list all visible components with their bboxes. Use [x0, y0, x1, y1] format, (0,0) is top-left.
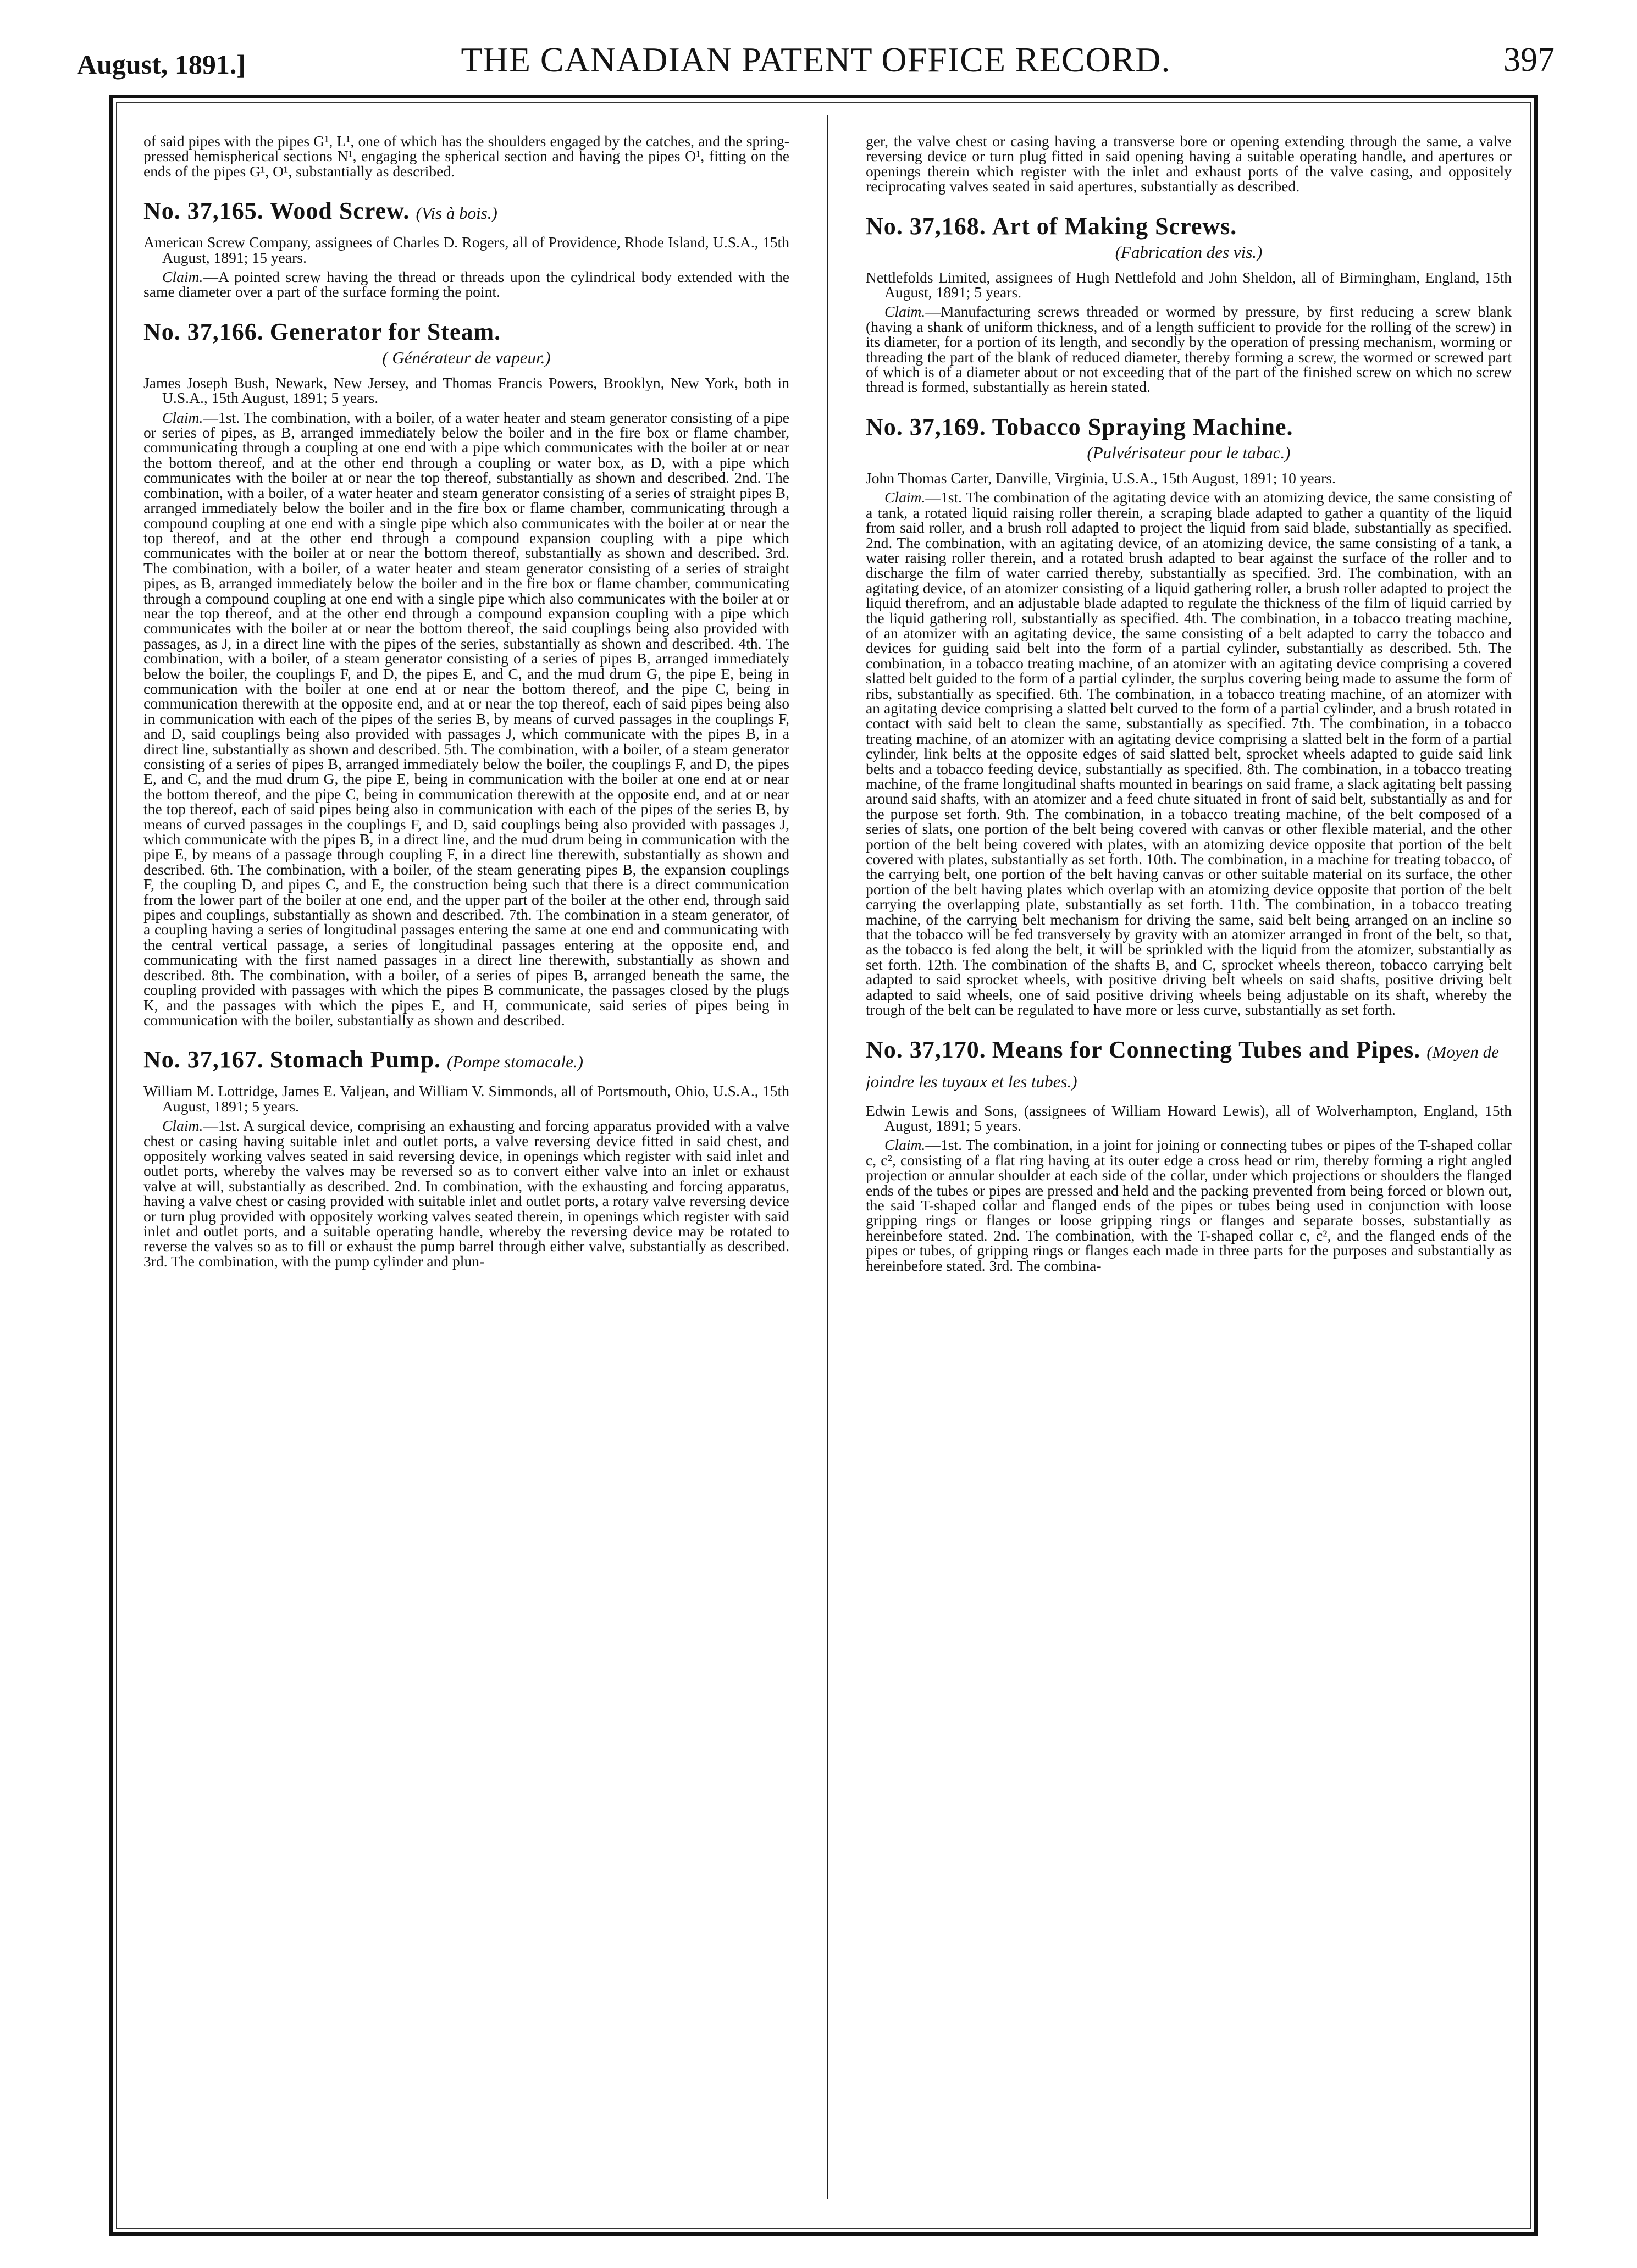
french-title: (Vis à bois.): [416, 203, 497, 223]
entry-heading: [143, 318, 789, 346]
entry-heading: [866, 1036, 1512, 1096]
entry-heading: [143, 197, 789, 227]
patent-entry: [143, 197, 789, 300]
claim-text: —1st. The combination of the agitating device with an atomizing device, the same consisting of a tank, a rotated liquid raising roller therein, a scraping blade adapted to gather a quantity of the liquid from said roller, and a brush roll adapted to project the liquid from said blade, substantially as specified. 2nd. The combination, with an agitating device, of an atomizing device, the same consisting of a tank, a water raising roller therein, and a rotated brush adapted to bear against the surface of the roller and to discharge the film of water carried thereby, substantially as specified. 3rd. The combination, with an agitating device, of an atomizer consisting of a liquid gathering roller, a brush roller adapted to project the liquid therefrom, and an adjustable blade adapted to regulate the thickness of the film of liquid carried by the liquid gathering roll, substantially as specified. 4th. The combination, in a tobacco treating machine, of an atomizer with an agitating device, the same consisting of a belt adapted to carry the tobacco and devices for guiding said belt into the form of a partial cylinder, substantially as described. 5th. The combination, in a tobacco treating machine, of an atomizer with an agitating device comprising a covered slatted belt guided to the form of a partial cylinder, the surplus covering being made to assume the form of ribs, substantially as specified. 6th. The combination, in a tobacco treating machine, of an atomizer with an agitating device comprising a slatted belt curved to the form of a partial cylinder, and a brush rotated in contact with said belt to clean the same, substantially as specified. 7th. The combination, in a tobacco treating machine, of an atomizer with an agitating device comprising a slatted belt in the form of a partial cylinder, link belts at the opposite edges of said slatted belt, sprocket wheels adapted to guide said link belts and a tobacco feeding device, substantially as specified. 8th. The combination, in a tobacco treating machine, of the frame longitudinal shafts mounted in bearings on said frame, a slack agitating belt passing around said shafts, with an atomizer and a feed chute situated in front of said belt, substantially as and for the purpose set forth. 9th. The combination, in a tobacco treating machine, of the belt composed of a series of slats, one portion of the belt being covered with canvas or other flexible material, and the other portion of the belt being covered with plates, with an atomizing device opposite that portion of the belt covered with plates, substantially as set forth. 10th. The combination, in a machine for treating tobacco, of the carrying belt, one portion of the belt having canvas or other suitable material on its surface, the other portion of the belt having plates which overlap with an atomizing device opposite that portion of the belt carrying the overlapping plate, substantially as set forth. 11th. The combination, in a tobacco treating machine, of the carrying belt mechanism for driving the same, said belt being arranged on an incline so that the tobacco will be fed transversely by gravity with an atomizer arranged in front of the belt, so that, as the tobacco is fed along the belt, it will be sprinkled with the liquid from the atomizer, substantially as set forth. 12th. The combination of the shafts B, and C, sprocket wheels thereon, tobacco carrying belt adapted to said sprocket wheels, with positive driving belt wheels on said shafts, positive driving belt adapted to said wheels, one of said positive driving wheels being adjustable on its shaft, whereby the trough of the belt can be regulated to have more or less curve, substantially as set forth.: [866, 489, 1512, 1019]
patent-number: No. 37,168.: [866, 212, 986, 240]
patent-number: No. 37,167.: [143, 1046, 264, 1074]
patent-title: Stomach Pump.: [269, 1046, 441, 1074]
claim-label: Claim.: [884, 1136, 926, 1154]
entry-heading: [866, 213, 1512, 240]
left-column: [143, 134, 789, 2217]
patent-number: No. 37,169.: [866, 413, 986, 440]
column-divider: [827, 115, 828, 2199]
french-title: (Moyen de joindre les tuyaux et les tubes.): [866, 1042, 1499, 1091]
claim-label: Claim.: [884, 303, 926, 320]
right-column: [866, 134, 1512, 2217]
patent-assignee: John Thomas Carter, Danville, Virginia, U.S.A., 15th August, 1891; 10 years.: [866, 469, 1336, 486]
claim-text: —1st. The combination, in a joint for joining or connecting tubes or pipes of the T-shaped collar c, c², consisting of a flat ring having at its outer edge a cross head or rim, thereby forming a right angled projection or annular shoulder at each side of the collar, under which projections or shoulders the flanged ends of the tubes or pipes are pressed and held and the packing prevented from being forced or blown out, the said T-shaped collar and flanged ends of the pipes or tubes being used in conjunction with loose gripping rings or flanges or loose gripping rings or flanges and separate bosses, substantially as hereinbefore stated. 2nd. The combination, with the T-shaped collar c, c², and the flanged ends of the pipes or tubes, of gripping rings or flanges each made in three parts for the purposes and substantially as hereinbefore stated. 3rd. The combina-: [866, 1136, 1512, 1274]
patent-claim: [866, 304, 1512, 394]
issue-date: August, 1891.]: [77, 49, 246, 80]
patent-entry: [866, 1036, 1512, 1273]
patent-entry: [866, 413, 1512, 1017]
entry-heading: [143, 1046, 789, 1076]
claim-text: —Manufacturing screws threaded or wormed by pressure, by first reducing a screw blank (having a shank of uniform thickness, and of a length sufficient to provide for the rolling of the screw) in its diameter, for a portion of its length, and secondly by the operation of pressing mechanism, worming or threading the part of the blank of reduced diameter, thereby forming a screw, the wormed or screwed part of which is of a diameter about or not exceeding that of the part of the finished screw on which no screw thread is formed, substantially as herein stated.: [866, 303, 1512, 396]
patent-claim: [143, 410, 789, 1028]
claim-text: —A pointed screw having the thread or threads upon the cylindrical body extended with the same diameter over a part of the surface forming the point.: [143, 268, 789, 301]
claim-label: Claim.: [162, 408, 203, 426]
claim-text: —1st. A surgical device, comprising an exhausting and forcing apparatus provided with a valve chest or casing having suitable inlet and outlet ports, a valve reversing device fitted in said chest, and oppositely working valves seated in said reversing device, in openings which register with said inlet and outlet ports, whereby the valves may be reversed so as to convert either valve into an inlet or exhaust valve at will, substantially as described. 2nd. In combination, with the exhausting and forcing apparatus, having a valve chest or casing provided with suitable inlet and outlet ports, a rotary valve reversing device or turn plug provided with oppositely working valves seated therein, in openings which register with said inlet and outlet ports, and a suitable operating handle, whereby the reversing device may be rotated to reverse the valves so as to fill or exhaust the pump barrel through either valve, substantially as described. 3rd. The combination, with the pump cylinder and plun-: [143, 1117, 789, 1270]
publication-title: THE CANADIAN PATENT OFFICE RECORD.: [461, 40, 1171, 79]
patent-assignee: William M. Lottridge, James E. Valjean, and William V. Simmonds, all of Portsmouth, Ohio, U.S.A., 15th August, 1891; 5 years.: [143, 1082, 789, 1115]
patent-claim: [866, 490, 1512, 1017]
patent-number: No. 37,165.: [143, 197, 264, 225]
entry-heading: [866, 413, 1512, 441]
patent-assignee: James Joseph Bush, Newark, New Jersey, and Thomas Francis Powers, Brooklyn, New York, both in U.S.A., 15th August, 1891; 5 years.: [143, 374, 789, 407]
patent-entry: [143, 318, 789, 1027]
claim-label: Claim.: [884, 489, 926, 506]
patent-number: No. 37,170.: [866, 1036, 986, 1063]
patent-entry: [866, 213, 1512, 395]
patent-title: Wood Screw.: [269, 197, 410, 225]
patent-entry: [143, 1046, 789, 1269]
patent-number: No. 37,166.: [143, 318, 264, 345]
french-title: (Pulvérisateur pour le tabac.): [1087, 442, 1291, 462]
patent-title: Tobacco Spraying Machine.: [992, 413, 1293, 440]
patent-title: Generator for Steam.: [269, 318, 501, 345]
french-title: (Fabrication des vis.): [1115, 242, 1263, 262]
claim-label: Claim.: [162, 1117, 203, 1135]
patent-assignee: Nettlefolds Limited, assignees of Hugh Nettlefold and John Sheldon, all of Birmingham, England, 15th August, 1891; 5 years.: [866, 268, 1512, 301]
patent-claim: [143, 269, 789, 300]
patent-title: Means for Connecting Tubes and Pipes.: [992, 1036, 1421, 1063]
french-title: (Pompe stomacale.): [447, 1052, 583, 1072]
continued-text: of said pipes with the pipes G¹, L¹, one of which has the shoulders engaged by the catches, and the spring-pressed hemispherical sections N¹, engaging the spherical section and having the pipes O¹, fitting on the ends of the pipes G¹, O¹, substantially as described.: [143, 134, 789, 180]
page-header: [77, 33, 1555, 82]
page-number: 397: [1503, 41, 1555, 79]
continued-text: ger, the valve chest or casing having a transverse bore or opening extending through the same, a valve reversing device or turn plug fitted in said opening having a suitable operating handle, and apertures or openings therein which register with the inlet and exhaust ports of the valve casing, and oppositely reciprocating valves seated in said apertures, substantially as described.: [866, 134, 1512, 195]
patent-assignee: Edwin Lewis and Sons, (assignees of William Howard Lewis), all of Wolverhampton, England, 15th August, 1891; 5 years.: [866, 1102, 1512, 1134]
claim-text: —1st. The combination, with a boiler, of a water heater and steam generator consisting of a pipe or series of pipes, as B, arranged immediately below the boiler and in the fire box or flame chamber, communicating through a coupling at one end with a pipe which communicates with the boiler at or near the bottom thereof, and at the other end through a coupling or water box, as D, with a pipe which communicates with the boiler at or near the top thereof, substantially as shown and described. 2nd. The combination, with a boiler, of a water heater and steam generator consisting of a series of straight pipes B, arranged immediately below the boiler and in the fire box or flame chamber, communicating through a compound coupling at one end with a single pipe which also communicates with the boiler at or near the top thereof, and at the other end through a compound expansion coupling with a pipe which communicates with the boiler at or near the bottom thereof, substantially as shown and described. 3rd. The combination, with a boiler, of a water heater and steam generator consisting of a series of straight pipes, as B, arranged immediately below the boiler and in the fire box or flame chamber, communicating through a compound coupling at one end with a single pipe which also communicates with the boiler at or near the top thereof, and at the other end through a compound expansion coupling with a pipe which communicates with the boiler at or near the bottom thereof, the said couplings being also provided with passages, as J, in a direct line with the pipes of the series, substantially as shown and described. 4th. The combination, with a boiler, of a steam generator consisting of a series of pipes B, arranged immediately below the boiler, the couplings F, and D, the pipes E, and C, and the mud drum G, the pipe E, being in communication with the boiler at one end at or near the bottom thereof, and the pipe C, being in communication therewith at the opposite end, and at or near the top thereof, each of said pipes being also in communication with each of the pipes of the series B, by means of curved passages in the couplings F, and D, said couplings being also provided with passages J, which communicate with the pipes B, in a direct line, substantially as shown and described. 5th. The combination, with a boiler, of a steam generator consisting of a series of pipes B, arranged immediately below the boiler, the couplings F, and D, the pipes E, and C, and the mud drum G, the pipe E, being in communication with the boiler at one end at or near the bottom thereof, and the pipe C, being in communication therewith at the opposite end, and at or near the top thereof, each of said pipes being also in communication with each of the pipes of the series B, by means of curved passages in the couplings F, and D, said couplings being also provided with passages J, which communicate with the pipes B, in a direct line, and the mud drum being in communication with the pipe E, by means of a passage through coupling F, in a direct line therewith, substantially as shown and described. 6th. The combination, with a boiler, of the steam generating pipes B, the expansion couplings F, the coupling D, and pipes C, and E, the construction being such that there is a direct communication from the lower part of the boiler at one end, and the upper part of the boiler at the other end, through said pipes and couplings, substantially as shown and described. 7th. The combination in a steam generator, of a coupling having a series of longitudinal passages entering the same at one end and communicating with the central vertical passage, a series of longitudinal passages entering at the opposite end, and communicating with the first named passages in a direct line therewith, substantially as shown and described. 8th. The combination, with a boiler, of a series of pipes B, arranged beneath the same, the coupling provided with passages with which the pipes B communicate, the passages closed by the plugs K, and the passages with which the pipes E, and H, communicate, said series of pipes being in communication with the boiler, substantially as shown and described.: [143, 408, 789, 1028]
claim-label: Claim.: [162, 268, 203, 286]
patent-assignee: American Screw Company, assignees of Charles D. Rogers, all of Providence, Rhode Island, U.S.A., 15th August, 1891; 15 years.: [143, 234, 789, 266]
patent-title: Art of Making Screws.: [992, 212, 1237, 240]
page-frame: [109, 95, 1538, 2236]
patent-claim: [866, 1137, 1512, 1273]
french-title: ( Générateur de vapeur.): [382, 347, 551, 367]
patent-claim: [143, 1118, 789, 1269]
